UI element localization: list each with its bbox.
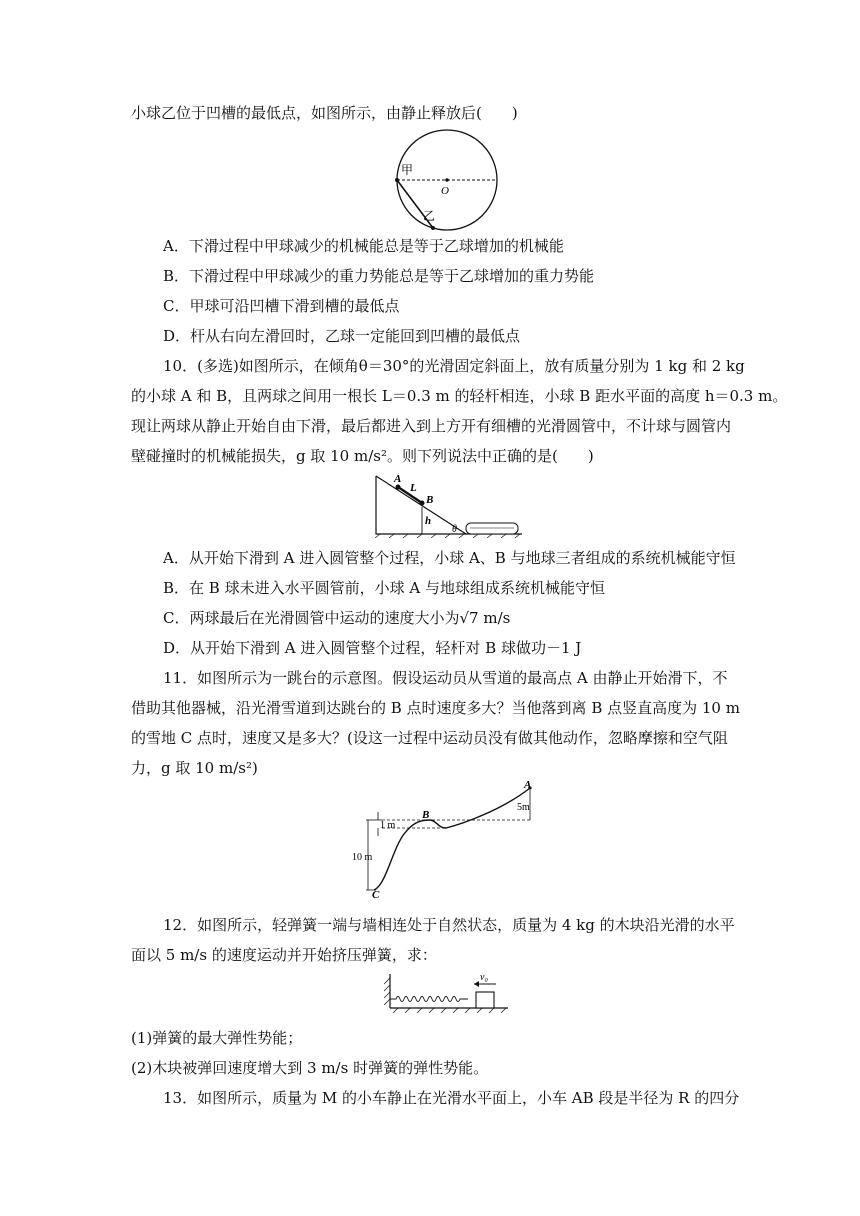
question-9-stem: 小球乙位于凹槽的最低点，如图所示，由静止释放后( ) [131,104,518,122]
q10-option-b: B．在 B 球未进入水平圆管前，小球 A 与地球组成系统机械能守恒 [163,579,605,597]
q9-option-d: D．杆从右向左滑回时，乙球一定能回到凹槽的最低点 [163,327,521,345]
figure-9-circle-groove [385,128,515,232]
q12-line-1: 12．如图所示，轻弹簧一端与墙相连处于自然状态，质量为 4 kg 的木块沿光滑的水平 [163,916,735,934]
label-a: A [524,780,532,791]
label-5m: 5m [517,802,530,813]
label-c: C [372,889,380,900]
q10-line-2: 的小球 A 和 B，且两球之间用一根长 L＝0.3 m 的轻杆相连，小球 B 距水平面的高度 h＝0.3 m。 [131,387,788,405]
q12-part-2: (2)木块被弹回速度增大到 3 m/s 时弹簧的弹性势能。 [131,1059,489,1077]
q9-option-a: A．下滑过程中甲球减少的机械能总是等于乙球增加的机械能 [163,237,564,255]
label-1m: 1 m [380,820,396,831]
q12-part-1: (1)弹簧的最大弹性势能； [131,1029,303,1047]
label-yi: 乙 [423,209,436,223]
figure-12-spring-block [378,968,518,1014]
figure-11-ski-jump [352,780,542,900]
q11-line-1: 11．如图所示为一跳台的示意图。假设运动员从雪道的最高点 A 由静止开始滑下，不 [163,669,728,687]
label-b: B [426,494,434,506]
q11-line-4: 力，g 取 10 m/s²) [131,759,258,777]
q10-line-3: 现让两球从静止开始自由下滑，最后都进入到上方开有细槽的光滑圆管中，不计球与圆管内 [131,417,732,435]
label-b: B [422,809,430,821]
label-l: L [410,482,417,494]
label-a: A [394,473,402,485]
q11-line-3: 的雪地 C 点时，速度又是多大？(设这一过程中运动员没有做其他动作，忽略摩擦和空气阻 [131,729,728,747]
label-10m: 10 m [352,852,373,863]
q9-option-c: C．甲球可沿凹槽下滑到槽的最低点 [163,297,400,315]
q12-line-2: 面以 5 m/s 的速度运动并开始挤压弹簧，求： [131,946,437,964]
q13-line-1: 13．如图所示，质量为 M 的小车静止在光滑水平面上，小车 AB 段是半径为 R 的四分 [163,1089,740,1107]
q10-option-c: C．两球最后在光滑圆管中运动的速度大小为√7 m/s [163,609,511,627]
label-h: h [425,515,432,527]
q10-line-1: 10．(多选)如图所示，在倾角θ＝30°的光滑固定斜面上，放有质量分别为 1 kg 和 2 kg [163,357,745,375]
q11-line-2: 借助其他器械，沿光滑雪道到达跳台的 B 点时速度多大？当他落到离 B 点竖直高度为 10 m [131,699,740,717]
q9-option-b: B．下滑过程中甲球减少的重力势能总是等于乙球增加的重力势能 [163,267,595,285]
label-v0: v₀ [480,972,488,983]
label-o: O [441,185,449,197]
q10-option-d: D．从开始下滑到 A 进入圆管整个过程，轻杆对 B 球做功－1 J [163,639,582,657]
label-jia: 甲 [401,163,414,177]
figure-10-incline [370,472,530,538]
label-theta: θ [452,524,457,535]
q10-line-4: 壁碰撞时的机械能损失，g 取 10 m/s²。则下列说法中正确的是( ) [131,447,594,465]
q10-option-a: A．从开始下滑到 A 进入圆管整个过程，小球 A、B 与地球三者组成的系统机械能守恒 [163,549,736,567]
